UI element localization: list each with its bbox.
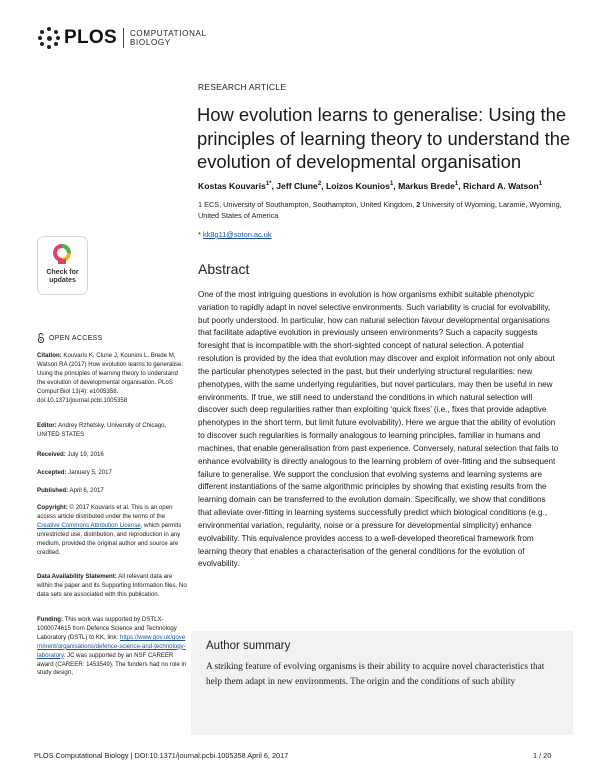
- funding-label: Funding:: [37, 616, 64, 623]
- published-date: April 6, 2017: [69, 487, 104, 494]
- funding-block: [37, 616, 187, 734]
- copyright-label: Copyright:: [37, 504, 68, 511]
- copyright-block: [37, 504, 187, 557]
- plos-dots-icon: [38, 27, 60, 49]
- check-for-updates-button[interactable]: [37, 236, 88, 295]
- accepted-date: January 5, 2017: [68, 469, 112, 476]
- page-footer: PLOS Computational Biology | DOI:10.1371/journal.pcbi.1005358 April 6, 2017: [34, 751, 289, 760]
- author-affiliation-mark: 1: [389, 181, 394, 188]
- check-updates-label: [38, 269, 87, 285]
- data-availability-label: Data Availability Statement:: [37, 573, 117, 580]
- published-block: [37, 487, 187, 496]
- citation-label: Citation:: [37, 352, 62, 359]
- author-summary-text: A striking feature of evolving organisms is their ability to acquire novel characteristics that help them adapt in new environments. The origin and the conditions of such ability: [206, 662, 545, 687]
- affiliation-number: 1: [198, 200, 203, 209]
- journal-name: [130, 29, 207, 47]
- plos-logo: [38, 26, 207, 50]
- received-date: July 19, 2016: [67, 451, 104, 458]
- editor-label: Editor:: [37, 422, 57, 429]
- received-label: Received:: [37, 451, 66, 458]
- author-affiliation-mark: 1: [538, 181, 543, 188]
- author-summary-heading: Author summary: [206, 640, 291, 652]
- data-availability-block: [37, 573, 187, 600]
- published-label: Published:: [37, 487, 69, 494]
- plos-logo-word: PLOS: [64, 27, 117, 48]
- abstract-heading: Abstract: [198, 261, 250, 277]
- check-updates-line-1: Check for: [46, 269, 79, 276]
- copyright-text-end: , which permits unrestricted use, distribution, and reproduction in any medium, provided the original author and source are credited.: [37, 521, 182, 556]
- author-affiliation-mark: 2: [317, 181, 322, 188]
- open-access-text: OPEN ACCESS: [49, 334, 103, 342]
- author-list: Kostas Kouvaris$^{1*}$, Jeff Clune$^2$, Loizos Kounios$^1$, Markus Brede$^1$, Richard A. Watson$^1$: [198, 181, 543, 191]
- affiliation: ECS, University of Southampton, Southampton, United Kingdom,: [204, 200, 415, 209]
- received-block: [37, 451, 187, 460]
- corresponding-email: [198, 230, 272, 239]
- journal-line-1: COMPUTATIONAL: [129, 29, 207, 38]
- funding-link[interactable]: https://www.gov.uk/government/organisations/defence-science-and-technology-laboratory: [37, 633, 186, 659]
- editor-block: [37, 422, 187, 440]
- article-type: RESEARCH ARTICLE: [198, 82, 287, 92]
- abstract-text: One of the most intriguing questions in evolution is how organisms exhibit suitable phenotypic variation to rapidly adapt in novel selective environments. Such variability is crucial for evolvability, but poorly understood. In particular, how can natural selection favour developmental organisations that facilitate adaptive evolution in previously unseen environments? Such a capacity suggests foresight that is incompatible with the short-sighted concept of natural selection. A potential resolution is provided by the idea that evolution may discover and exploit information not only about the particular phenotypes selected in the past, but their underlying structural regularities: new phenotypes, with the same underlying regularities, but novel particulars, may then be useful in new environments. If true, we still need to understand the conditions in which natural selection will discover such deep regularities rather than exploiting ‘quick fixes’ (i.e., fixes that provide adaptive phenotypes in the short term, but limit future evolvability). Here we argue that the ability of evolution to discover such regularities is formally analogous to learning principles, familiar in humans and machines, that enable generalisation from past experience. Conversely, natural selection that fails to enhance evolvability is directly analogous to the learning problem of over-fitting and the subsequent failure to generalise. We support the conclusion that evolving systems and learning systems are different instantiations of the same algorithmic principles by showing that existing results from the learning domain can be transferred to the evolution domain. Specifically, we show that conditions that alleviate over-fitting in learning systems successfully predict which biological conditions (e.g., environmental variation, regularity, noise or a pressure for developmental simplicity) enhance evolvability. This equivalence provides access to a well-developed theoretical framework from learning theory that enables a characterisation of the general conditions for the evolution of evolvability.: [198, 290, 559, 569]
- logo-divider: [123, 28, 124, 48]
- check-updates-line-2: updates: [49, 277, 76, 284]
- affiliation: University of Wyoming, Laramie, Wyoming, United States of America: [198, 200, 562, 220]
- funding-text: This work was supported by DSTLX-1000074615 from Defence Science and Technology Laboratory (DSTL) to KK, link:: [37, 616, 177, 641]
- author[interactable]: Loizos Kounios: [325, 181, 390, 191]
- accepted-block: [37, 469, 187, 478]
- author[interactable]: Richard A. Watson: [463, 181, 539, 191]
- article-title: How evolution learns to generalise: Using the principles of learning theory to understand the evolution of developmental organisation: [197, 104, 571, 172]
- open-lock-icon: [37, 333, 45, 343]
- citation-text: Kouvaris K, Clune J, Kounios L, Brede M, Watson RA (2017) How evolution learns to generalise: Using the principles of learning theory to understand the evolution of developmental organisation. PLoS Comput Biol 13(4): e1005358. doi:10.1371/journal.pcbi.1005358: [37, 352, 184, 404]
- author[interactable]: Jeff Clune: [276, 181, 318, 191]
- data-availability-text: All relevant data are within the paper and its Supporting Information files. No data sets are associated with this publication.: [37, 573, 187, 598]
- accepted-label: Accepted:: [37, 469, 67, 476]
- author-affiliation-mark: 1*: [265, 181, 272, 188]
- author[interactable]: Kostas Kouvaris: [198, 181, 266, 191]
- editor-text: Andrey Rzhetsky, University of Chicago, UNITED STATES: [37, 422, 167, 438]
- email-link[interactable]: kk8g11@soton.ac.uk: [202, 230, 272, 239]
- page-number: 1 / 20: [533, 751, 552, 760]
- author-affiliation-mark: 1: [454, 181, 459, 188]
- check-updates-icon: [52, 243, 72, 265]
- license-link[interactable]: Creative Commons Attribution License: [37, 521, 141, 529]
- affiliations: [198, 200, 568, 221]
- open-access-label: [37, 333, 102, 343]
- author[interactable]: Markus Brede: [398, 181, 455, 191]
- citation-block: [37, 352, 187, 405]
- email-marker: *: [198, 230, 201, 239]
- affiliation-number: 2: [416, 200, 421, 209]
- funding-text-end: . JC was supported by an NSF CAREER award (CAREER: 1453549). The funders had no role in study design,: [37, 651, 187, 677]
- journal-line-2: BIOLOGY: [129, 38, 171, 47]
- copyright-text: © 2017 Kouvaris et al. This is an open access article distributed under the terms of the: [37, 504, 173, 520]
